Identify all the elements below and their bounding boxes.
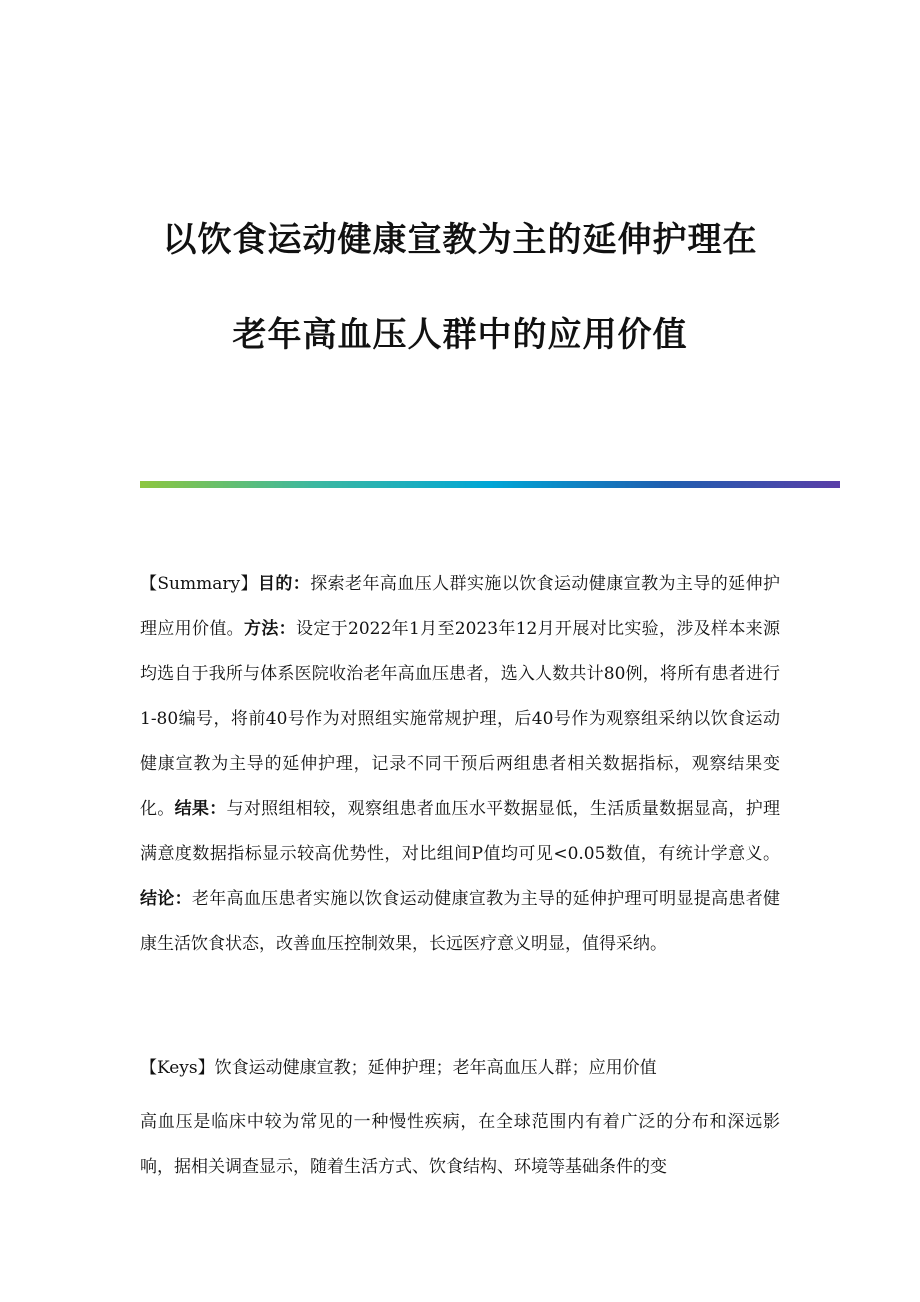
paper-title-line-2: 老年高血压人群中的应用价值 [232,315,688,355]
result-label: 结果： [174,799,227,819]
keys-text: 饮食运动健康宣教；延伸护理；老年高血压人群；应用价值 [214,1058,657,1078]
keywords-paragraph [140,1046,780,1091]
method-text: 设定于2022年1月至2023年12月开展对比实验，涉及样本来源均选自于我所与体系医院收治老年高血压患者，选入人数共计80例，将所有患者进行1-80编号，将前40号作为对照组实施常规护理，后40号作为观察组采纳以饮食运动健康宣教为主导的延伸护理，记录不同干预后两组患者相关数据指标，观察结果变化。 [140,619,781,819]
intro-paragraph: 高血压是临床中较为常见的一种慢性疾病，在全球范围内有着广泛的分布和深远影响，据相关调查显示，随着生活方式、饮食结构、环境等基础条件的变 [140,1112,780,1177]
summary-tag: 【Summary】 [140,574,258,594]
paper-title-line-1: 以饮食运动健康宣教为主的延伸护理在 [162,220,758,260]
conclusion-label: 结论： [140,889,192,909]
title-divider [140,481,840,488]
method-label: 方法： [244,619,297,639]
result-text: 与对照组相较，观察组患者血压水平数据显低，生活质量数据显高，护理满意度数据指标显示较高优势性，对比组间P值均可见<0.05数值，有统计学意义。 [140,799,781,864]
aim-text: 探索老年高血压人群实施以饮食运动健康宣教为主导的延伸护理应用价值。 [140,574,781,639]
aim-label: 目的： [257,574,311,594]
conclusion-text: 老年高血压患者实施以饮食运动健康宣教为主导的延伸护理可明显提高患者健康生活饮食状态，改善血压控制效果，长远医疗意义明显，值得采纳。 [140,889,781,954]
keys-tag: 【Keys】 [140,1058,215,1078]
summary-paragraph [140,562,780,967]
